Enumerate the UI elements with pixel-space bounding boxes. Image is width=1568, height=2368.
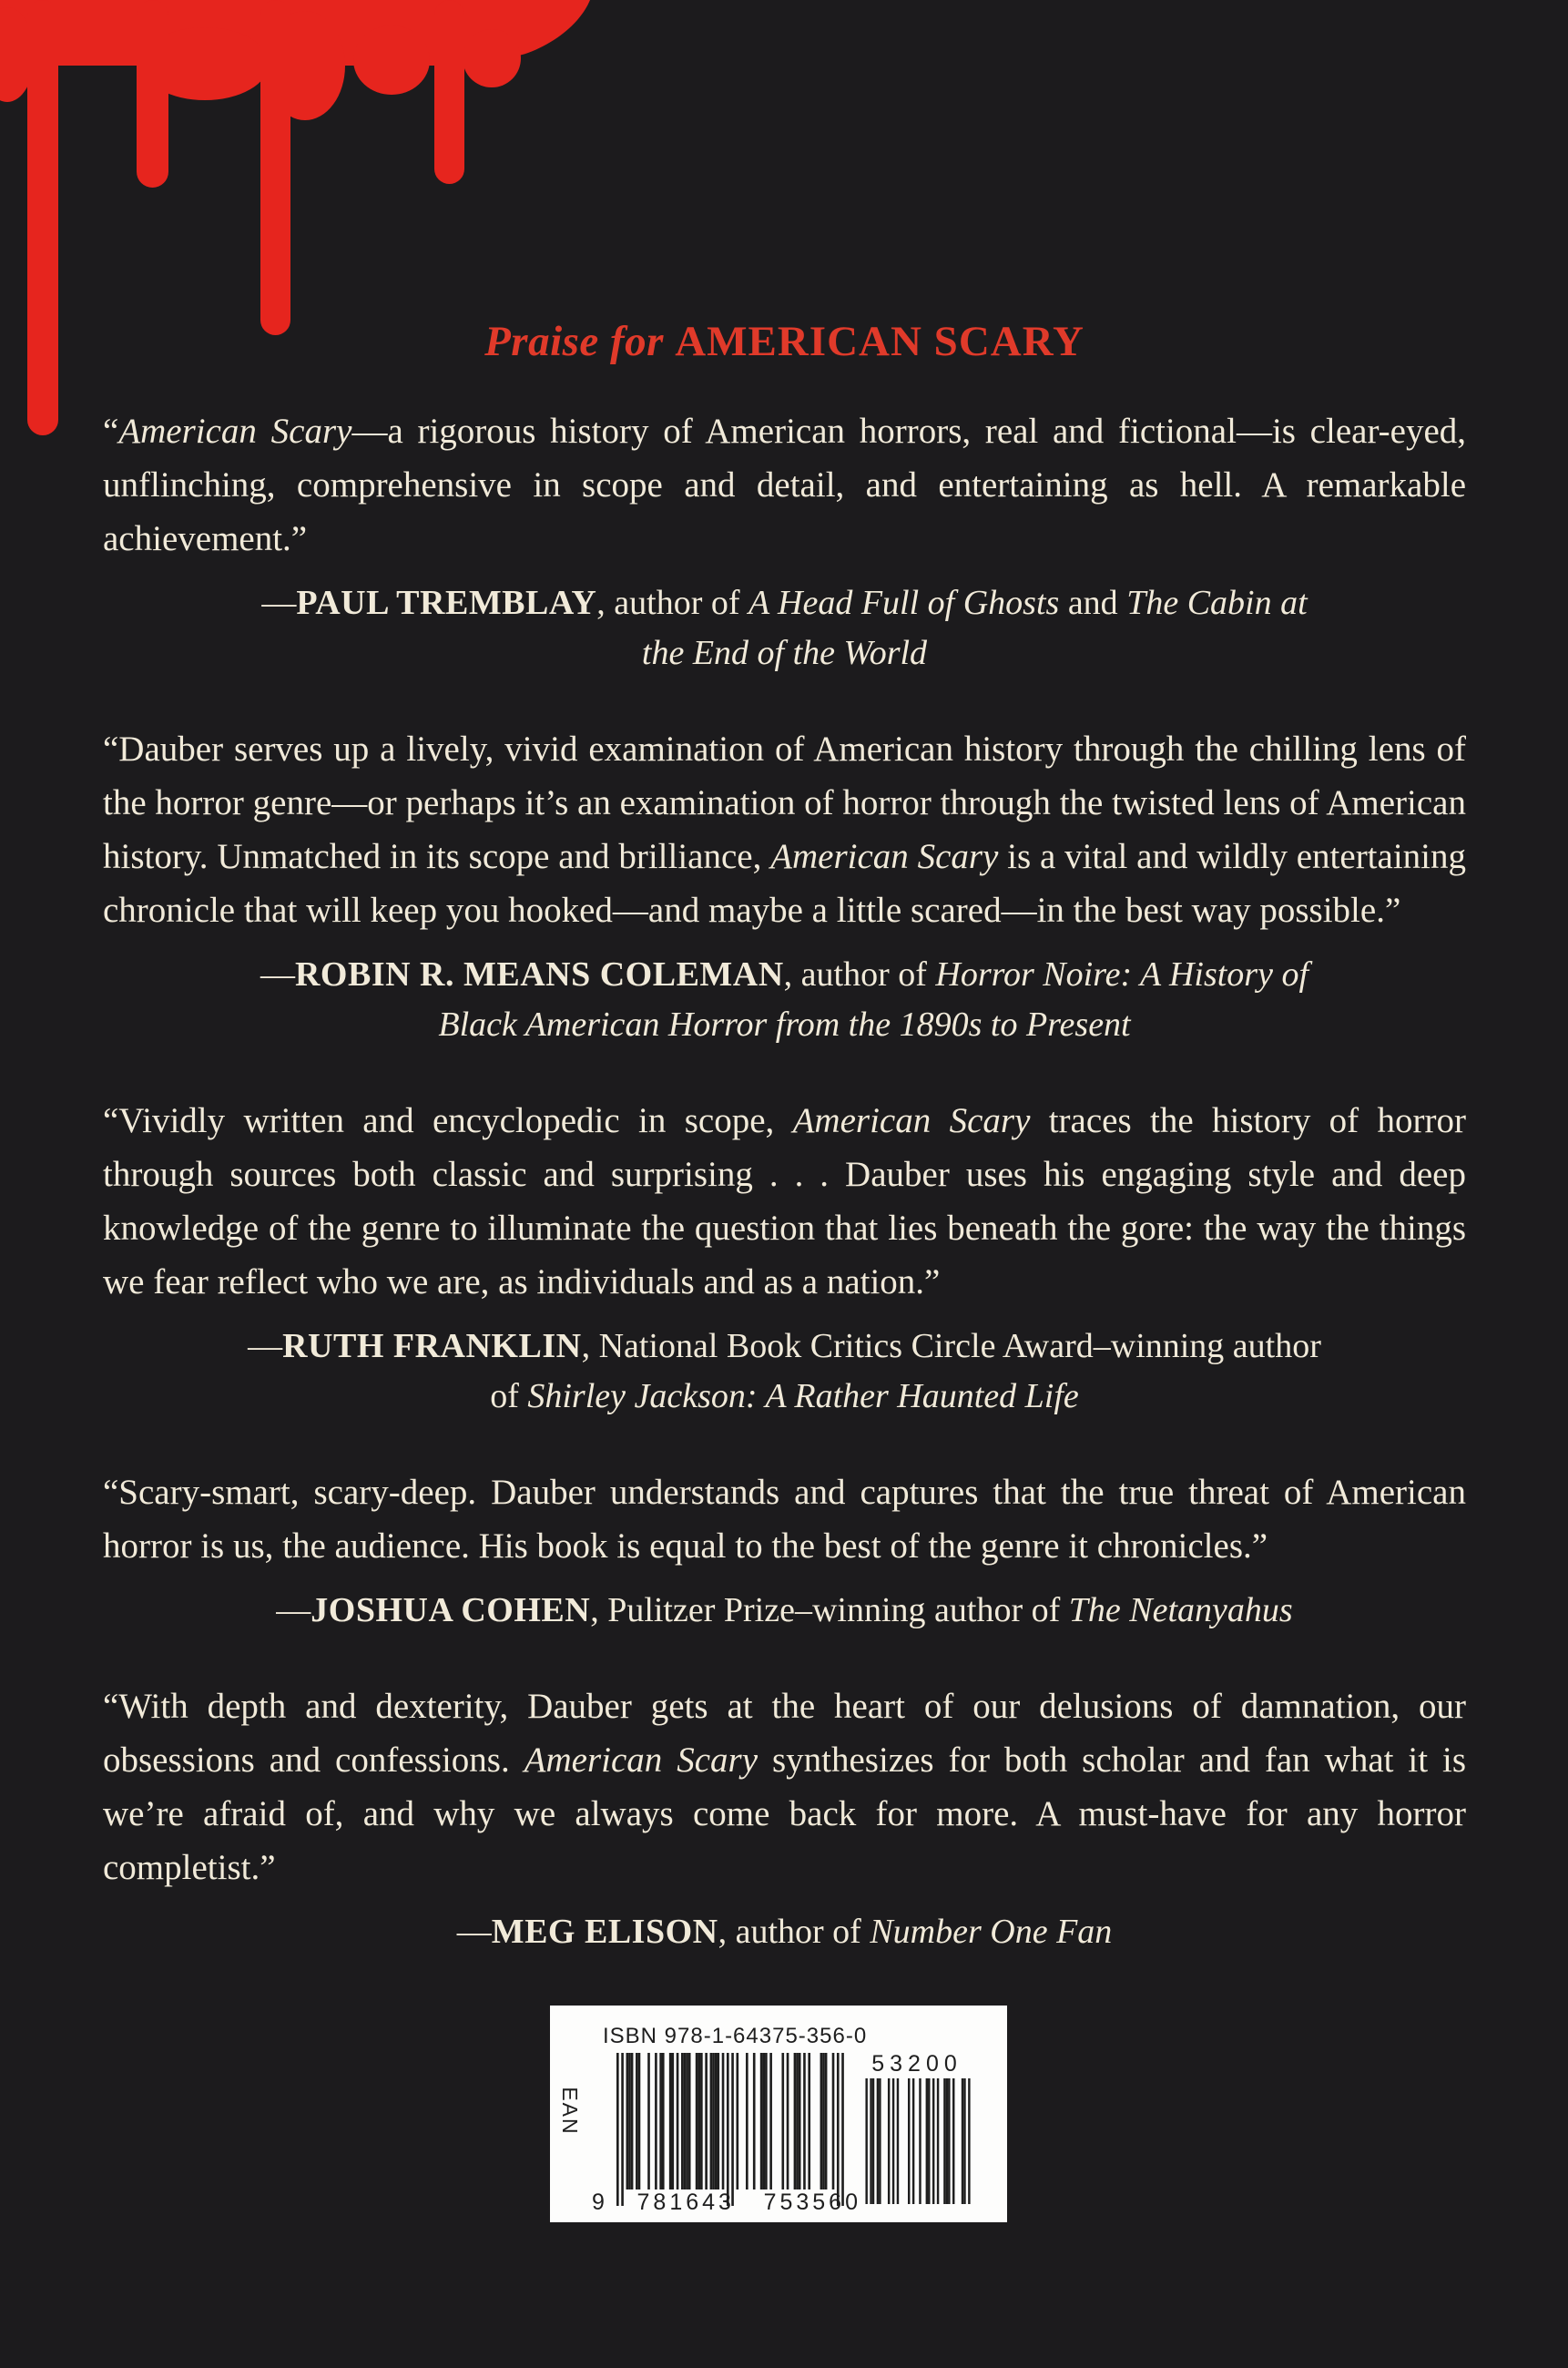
- isbn-label: ISBN 978-1-64375-356-0: [603, 2024, 868, 2048]
- quote-attribution-1: —PAUL TREMBLAY, author of A Head Full of Ghosts and The Cabin at the End of the World: [261, 584, 1308, 672]
- quote-attribution-4: —JOSHUA COHEN, Pulitzer Prize–winning author of The Netanyahus: [276, 1591, 1293, 1629]
- ean-label: EAN: [558, 2087, 582, 2136]
- quote-text-4: “Scary-smart, scary-deep. Dauber understands and captures that the true threat of American horror is us, the audience. His book is equal to the best of the genre it chronicles.”: [103, 1473, 1466, 1566]
- quote-attribution-5: —MEG ELISON, author of Number One Fan: [456, 1913, 1113, 1951]
- page-title: Praise for AMERICAN SCARY: [484, 318, 1084, 365]
- barcode-addon: [863, 2078, 971, 2204]
- praise-section: [103, 317, 1466, 2001]
- barcode-addon-label: 53200: [871, 2051, 962, 2077]
- quote-text-5: “With depth and dexterity, Dauber gets at the heart of our delusions of damnation, our obsessions and confessions. American Scary synthesizes for both scholar and fan what it is we’re afraid of, and why we always come back for more. A must-have for any horror completist.”: [103, 1687, 1466, 1887]
- barcode-digits: [592, 2189, 861, 2216]
- quote-text-2: “Dauber serves up a lively, vivid examination of American history through the chilling lens of the horror genre—or perhaps it’s an examination of horror through the twisted lens of American history. Unmatched in its scope and brilliance, American Scary is a vital and wildly entertaining chronicle that will keep you hooked—and maybe a little scared—in the best way possible.”: [103, 730, 1466, 930]
- barcode-digit-group-1: 781643: [636, 2189, 735, 2215]
- quote-text-3: “Vividly written and encyclopedic in scope, American Scary traces the history of horror through sources both classic and surprising . . . Dauber uses his engaging style and deep knowledge of the genre to illuminate the question that lies beneath the gore: the way the things we fear reflect who we are, as individuals and as a nation.”: [103, 1101, 1466, 1301]
- quote-text-1: “American Scary—a rigorous history of American horrors, real and fictional—is clear-eyed, unflinching, comprehensive in scope and detail, and entertaining as hell. A remarkable achievement.”: [103, 412, 1467, 558]
- barcode-digit-group-2: 753560: [763, 2189, 861, 2215]
- barcode-digit-lead: 9: [592, 2189, 608, 2215]
- barcode-main: [616, 2053, 844, 2206]
- quote-attribution-3: —RUTH FRANKLIN, National Book Critics Circle Award–winning author of Shirley Jackson: A Rather Haunted Life: [248, 1327, 1321, 1415]
- barcode-panel: [550, 2006, 1007, 2222]
- quote-attribution-2: —ROBIN R. MEANS COLEMAN, author of Horror Noire: A History of Black American Horror from the 1890s to Present: [260, 955, 1309, 1044]
